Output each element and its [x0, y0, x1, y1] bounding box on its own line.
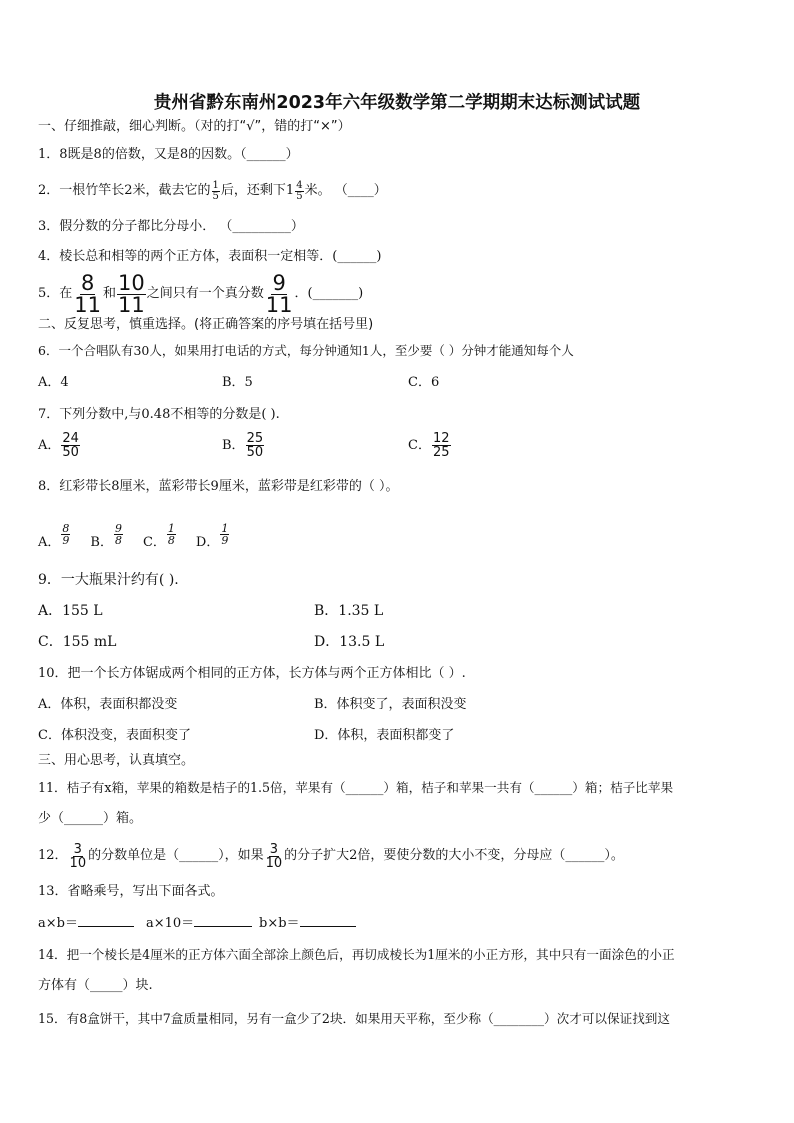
q6-option-b: B．5 — [222, 375, 253, 390]
question-5-text-b: 和 — [103, 286, 117, 301]
q13-expression-3: b×b＝ — [259, 914, 356, 933]
question-6: 6．一个合唱队有30人，如果用打电话的方式，每分钟通知1人，至少要（ ）分钟才能通知每个人 — [38, 343, 574, 358]
question-14-line-2: 方体有（_____）块. — [38, 978, 153, 993]
question-1: 1．8既是8的倍数，又是8的因数。（______） — [38, 147, 299, 162]
question-12 — [38, 836, 624, 876]
q7-option-b: B． $\frac{25}{50}$ — [222, 431, 264, 460]
section-3-heading: 三、用心思考，认真填空。 — [38, 753, 195, 768]
question-8: 8．红彩带长8厘米，蓝彩带长9厘米，蓝彩带是红彩带的（ ）。 — [38, 479, 399, 494]
question-5 — [38, 270, 364, 317]
fraction-3-10-second: $\frac{3}{10}$ — [265, 841, 283, 871]
question-12-text-c: 的分子扩大2倍，要使分数的大小不变，分母应（______）。 — [284, 848, 624, 863]
fraction-12-25: $\frac{12}{25}$ — [432, 431, 450, 460]
q10-option-a: A．体积，表面积都没变 — [38, 697, 178, 712]
q8-option-d: D． — [195, 535, 220, 550]
question-3: 3．假分数的分子都比分母小． （_________） — [38, 219, 304, 234]
q7-option-c: C． $\frac{12}{25}$ — [408, 431, 450, 460]
q8-option-b: B． — [90, 535, 113, 550]
fraction-1-8: $\frac{1}{8}$ — [167, 522, 175, 547]
q8-option-c: C． — [142, 535, 166, 550]
q9-option-c: C．155 mL — [38, 634, 117, 650]
question-12-text-a: 12． — [38, 848, 68, 863]
q13-expression-2: a×10＝ — [146, 914, 252, 933]
answer-blank — [194, 914, 252, 927]
fraction-four-fifths: $\frac{4}{5}$ — [296, 179, 303, 202]
q10-option-b: B．体积变了，表面积没变 — [314, 697, 467, 712]
question-11-line-2: 少（______）箱。 — [38, 811, 143, 826]
section-2-heading: 二、反复思考，慎重选择。(将正确答案的序号填在括号里) — [38, 317, 374, 332]
fraction-9-8: $\frac{9}{8}$ — [114, 522, 122, 547]
fraction-1-9: $\frac{1}{9}$ — [221, 522, 229, 547]
q6-option-c: C．6 — [408, 375, 440, 390]
question-14-line-1: 14．把一个棱长是4厘米的正方体六面全部涂上颜色后，再切成棱长为1厘米的小正方形，其中只有一面涂色的小正 — [38, 947, 675, 962]
fraction-one-fifth: $\frac{1}{5}$ — [212, 179, 219, 202]
question-10: 10．把一个长方体锯成两个相同的正方体，长方体与两个正方体相比（ ）. — [38, 666, 466, 681]
q7-option-a: A． $\frac{24}{50}$ — [38, 431, 79, 460]
fraction-24-50: $\frac{24}{50}$ — [62, 431, 79, 460]
section-1-heading: 一、仔细推敲，细心判断。（对的打“√”，错的打“×”） — [38, 119, 351, 134]
answer-blank — [300, 914, 356, 927]
q8-options — [38, 514, 230, 552]
q9-option-a: A．155 L — [38, 603, 103, 619]
fraction-25-50: $\frac{25}{50}$ — [246, 431, 264, 460]
q13-expression-1: a×b＝ — [38, 914, 134, 933]
q6-option-a: A．4 — [38, 375, 69, 390]
question-5-text-a: 5．在 — [38, 286, 73, 301]
fraction-8-11: $\frac{8}{11}$ — [74, 270, 102, 317]
q10-option-c: C．体积没变，表面积变了 — [38, 728, 191, 743]
question-15-line-1: 15．有8盒饼干，其中7盒质量相同，另有一盒少了2块．如果用天平称，至少称（________）次才可以保证找到这 — [38, 1011, 670, 1026]
question-12-text-b: 的分数单位是（______），如果 — [88, 848, 264, 863]
question-5-text-d: ．(_______) — [294, 286, 364, 301]
fraction-3-10: $\frac{3}{10}$ — [69, 841, 87, 871]
q8-option-a: A． — [38, 535, 61, 550]
question-2 — [38, 176, 387, 206]
question-4: 4．棱长总和相等的两个正方体，表面积一定相等．(______) — [38, 249, 382, 264]
q9-option-d: D．13.5 L — [314, 634, 385, 650]
fraction-9-11: $\frac{9}{11}$ — [265, 270, 293, 317]
answer-blank — [78, 914, 134, 927]
q9-option-b: B．1.35 L — [314, 603, 384, 619]
question-11-line-1: 11．桔子有x箱，苹果的箱数是桔子的1.5倍，苹果有（______）箱，桔子和苹果一共有（______）箱；桔子比苹果 — [38, 780, 674, 795]
page-title: 贵州省黔东南州2023年六年级数学第二学期期末达标测试试题 — [153, 93, 641, 113]
question-13: 13．省略乘号，写出下面各式。 — [38, 884, 224, 899]
fraction-8-9: $\frac{8}{9}$ — [62, 522, 70, 547]
q10-option-d: D．体积，表面积都变了 — [314, 728, 455, 743]
fraction-10-11: $\frac{10}{11}$ — [118, 270, 145, 317]
question-5-text-c: 之间只有一个真分数 — [146, 286, 264, 301]
question-2-text-b: 后，还剩下1 — [220, 183, 295, 198]
question-2-text-a: 2．一根竹竿长2米，截去它的 — [38, 183, 211, 198]
question-7: 7．下列分数中,与0.48不相等的分数是( ). — [38, 407, 280, 422]
question-2-text-c: 米。 （____） — [304, 183, 387, 198]
question-9: 9．一大瓶果汁约有( ). — [38, 572, 179, 588]
